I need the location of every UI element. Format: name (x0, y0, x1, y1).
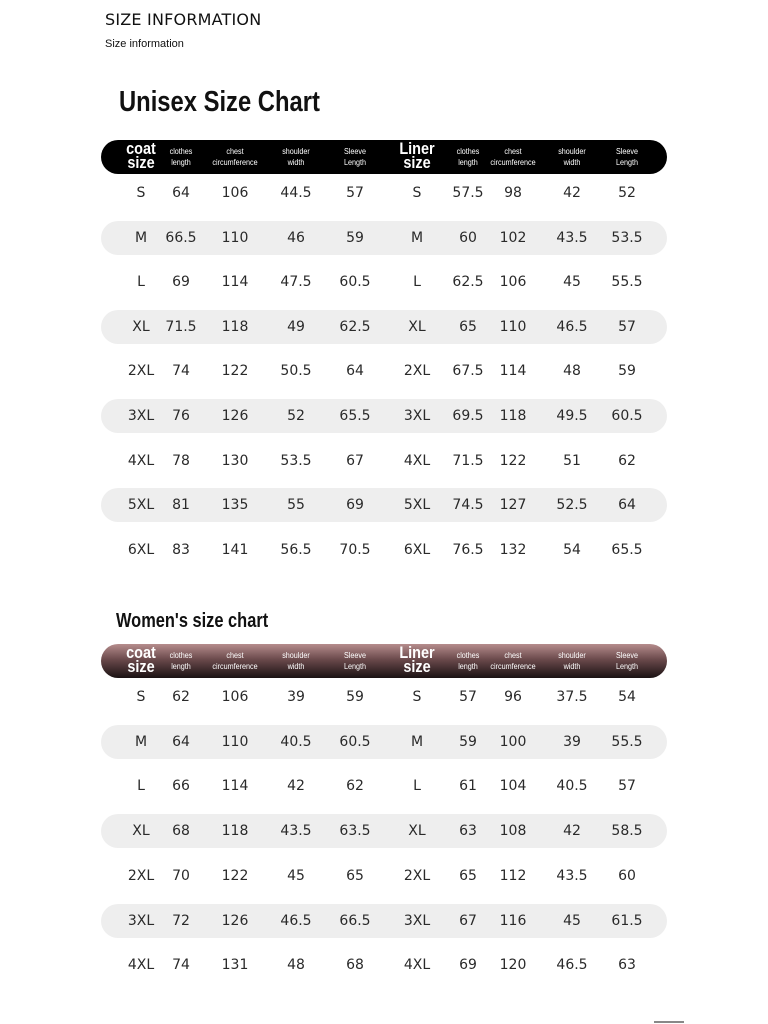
header-sleeve-text (616, 650, 638, 672)
table-row (101, 265, 667, 299)
measurement-cell: 57.5 (452, 185, 484, 201)
size-label: 2XL (403, 363, 431, 380)
measurement-cell: 68 (346, 957, 364, 974)
measurement-cell: 127 (499, 497, 527, 514)
measurement-cell: 45 (287, 867, 305, 884)
header-shoulder-text (282, 146, 310, 168)
header-chest-line: chest (226, 147, 244, 156)
size-label: S (136, 185, 146, 201)
measurement-cell: 55.5 (611, 274, 643, 291)
measurement-cell: 65 (459, 867, 477, 884)
header-chest (210, 140, 260, 174)
header-shoulder-line: width (287, 662, 305, 671)
measurement-cell: 106 (221, 689, 249, 705)
header-shoulder-line: shoulder (558, 147, 586, 156)
measurement-cell: 42 (563, 823, 581, 840)
size-label: 3XL (127, 912, 155, 929)
table-row (101, 725, 667, 759)
header-clothes-line: clothes (456, 147, 480, 156)
header-shoulder-line: width (563, 158, 581, 167)
measurement-cell: 69 (346, 497, 364, 514)
measurement-cell: 57 (618, 778, 636, 795)
header-sleeve-line: Length (615, 158, 639, 167)
measurement-cell: 40.5 (556, 778, 588, 795)
header-sleeve-line: Length (343, 158, 367, 167)
measurement-cell: 76 (172, 408, 190, 424)
header-clothes-text (170, 146, 193, 168)
header-shoulder-line: shoulder (282, 147, 310, 156)
measurement-cell: 118 (221, 823, 249, 840)
size-label: 4XL (127, 452, 155, 469)
header-chest (488, 644, 538, 678)
header-shoulder-line: width (287, 158, 305, 167)
measurement-cell: 126 (221, 408, 249, 424)
header-chest (488, 140, 538, 174)
measurement-cell: 66.5 (165, 229, 197, 246)
measurement-cell: 122 (221, 867, 249, 884)
measurement-cell: 81 (172, 497, 190, 514)
measurement-cell: 106 (499, 274, 527, 291)
header-chest-line: chest (504, 147, 522, 156)
header-sleeve-line: Sleeve (343, 651, 367, 660)
size-label: 3XL (403, 912, 431, 929)
measurement-cell: 67.5 (452, 363, 484, 380)
measurement-cell: 46 (287, 229, 305, 246)
measurement-cell: 130 (221, 452, 249, 469)
header-sleeve-text (344, 146, 366, 168)
header-coat-size-line: size (127, 153, 155, 172)
header-liner-size-line: size (403, 657, 431, 676)
table-row (101, 680, 667, 714)
table-row (101, 859, 667, 893)
header-sleeve (615, 644, 639, 678)
table-row (101, 354, 667, 388)
measurement-cell: 47.5 (280, 274, 312, 291)
size-label: M (134, 733, 148, 750)
size-label: S (412, 185, 422, 201)
measurement-cell: 64 (346, 363, 364, 380)
measurement-cell: 44.5 (280, 185, 312, 201)
measurement-cell: 62 (172, 689, 190, 705)
measurement-cell: 46.5 (556, 318, 588, 335)
header-clothes-line: length (458, 158, 478, 167)
header-sleeve-line: Sleeve (615, 147, 639, 156)
measurement-cell: 112 (499, 867, 527, 884)
size-label: 5XL (127, 497, 155, 514)
measurement-cell: 71.5 (452, 452, 484, 469)
measurement-cell: 131 (221, 957, 249, 974)
measurement-cell: 52 (287, 408, 305, 424)
measurement-cell: 62.5 (339, 318, 371, 335)
size-label: L (413, 274, 421, 291)
measurement-cell: 43.5 (556, 867, 588, 884)
header-clothes-line: length (458, 662, 478, 671)
measurement-cell: 57 (459, 689, 477, 705)
header-coat-size-line: size (127, 657, 155, 676)
header-sleeve (615, 140, 639, 174)
measurement-cell: 110 (499, 318, 527, 335)
header-shoulder-line: shoulder (282, 651, 310, 660)
header-sleeve (343, 644, 367, 678)
measurement-cell: 64 (618, 497, 636, 514)
measurement-cell: 83 (172, 541, 190, 558)
measurement-cell: 59 (346, 229, 364, 246)
size-label: 5XL (403, 497, 431, 514)
measurement-cell: 132 (499, 541, 527, 558)
measurement-cell: 69.5 (452, 408, 484, 424)
header-clothes-line: clothes (169, 651, 193, 660)
measurement-cell: 114 (499, 363, 527, 380)
measurement-cell: 135 (221, 497, 249, 514)
header-sleeve-text (616, 146, 638, 168)
header-liner-size-line: Liner (399, 643, 435, 662)
measurement-cell: 45 (563, 274, 581, 291)
measurement-cell: 71.5 (165, 318, 197, 335)
size-label: 6XL (403, 541, 431, 558)
measurement-cell: 39 (287, 689, 305, 705)
measurement-cell: 110 (221, 733, 249, 750)
header-shoulder (281, 140, 312, 174)
size-label: L (413, 778, 421, 795)
header-shoulder-text (558, 146, 586, 168)
measurement-cell: 53.5 (280, 452, 312, 469)
measurement-cell: 40.5 (280, 733, 312, 750)
measurement-cell: 122 (499, 452, 527, 469)
measurement-cell: 60 (459, 229, 477, 246)
header-clothes (455, 644, 480, 678)
header-clothes (455, 140, 480, 174)
size-label: XL (408, 318, 426, 335)
measurement-cell: 50.5 (280, 363, 312, 380)
header-chest-line: circumference (212, 158, 258, 167)
measurement-cell: 108 (499, 823, 527, 840)
measurement-cell: 46.5 (556, 957, 588, 974)
measurement-cell: 67 (346, 452, 364, 469)
measurement-cell: 62.5 (452, 274, 484, 291)
size-label: XL (132, 318, 150, 335)
measurement-cell: 120 (499, 957, 527, 974)
measurement-cell: 106 (221, 185, 249, 201)
header-clothes (168, 644, 193, 678)
table-row (101, 948, 667, 982)
size-label: M (410, 229, 424, 246)
measurement-cell: 74.5 (452, 497, 484, 514)
measurement-cell: 141 (221, 541, 249, 558)
measurement-cell: 61.5 (611, 912, 643, 929)
measurement-cell: 37.5 (556, 689, 588, 705)
header-shoulder (557, 644, 588, 678)
measurement-cell: 46.5 (280, 912, 312, 929)
header-clothes-text (170, 650, 193, 672)
measurement-cell: 62 (346, 778, 364, 795)
header-sleeve-text (344, 650, 366, 672)
measurement-cell: 72 (172, 912, 190, 929)
measurement-cell: 98 (504, 185, 522, 201)
measurement-cell: 60.5 (611, 408, 643, 424)
measurement-cell: 122 (221, 363, 249, 380)
measurement-cell: 52 (618, 185, 636, 201)
header-liner-size-line: size (403, 153, 431, 172)
header-liner-size-text (399, 643, 435, 676)
table-header (101, 140, 667, 174)
header-chest (210, 644, 260, 678)
header-coat-size (124, 140, 159, 174)
measurement-cell: 76.5 (452, 541, 484, 558)
header-chest-text (490, 146, 535, 168)
measurement-cell: 104 (499, 778, 527, 795)
size-label: 2XL (127, 363, 155, 380)
header-shoulder-line: width (563, 662, 581, 671)
measurement-cell: 64 (172, 185, 190, 201)
measurement-cell: 43.5 (280, 823, 312, 840)
header-shoulder-line: shoulder (558, 651, 586, 660)
measurement-cell: 59 (459, 733, 477, 750)
measurement-cell: 60.5 (339, 274, 371, 291)
measurement-cell: 65 (459, 318, 477, 335)
measurement-cell: 118 (499, 408, 527, 424)
measurement-cell: 52.5 (556, 497, 588, 514)
size-label: 2XL (403, 867, 431, 884)
header-clothes-text (457, 650, 480, 672)
header-shoulder-text (282, 650, 310, 672)
size-label: 4XL (403, 957, 431, 974)
size-label: L (137, 778, 145, 795)
header-chest-line: circumference (490, 158, 536, 167)
header-coat-size (124, 644, 159, 678)
page-title: SIZE INFORMATION (105, 10, 262, 29)
measurement-cell: 55.5 (611, 733, 643, 750)
measurement-cell: 55 (287, 497, 305, 514)
chart-title: Unisex Size Chart (119, 86, 320, 118)
measurement-cell: 65 (346, 867, 364, 884)
table-row (101, 399, 667, 433)
measurement-cell: 65.5 (339, 408, 371, 424)
header-sleeve-line: Sleeve (343, 147, 367, 156)
header-sleeve-line: Length (343, 662, 367, 671)
measurement-cell: 102 (499, 229, 527, 246)
measurement-cell: 65.5 (611, 541, 643, 558)
table-row (101, 444, 667, 478)
header-chest-line: chest (226, 651, 244, 660)
header-sleeve-line: Length (615, 662, 639, 671)
measurement-cell: 69 (459, 957, 477, 974)
header-chest-line: circumference (212, 662, 258, 671)
header-chest-line: chest (504, 651, 522, 660)
measurement-cell: 78 (172, 452, 190, 469)
measurement-cell: 57 (618, 318, 636, 335)
measurement-cell: 70 (172, 867, 190, 884)
measurement-cell: 74 (172, 957, 190, 974)
measurement-cell: 60 (618, 867, 636, 884)
measurement-cell: 54 (563, 541, 581, 558)
measurement-cell: 48 (287, 957, 305, 974)
header-clothes-line: length (171, 662, 191, 671)
header-clothes-line: clothes (169, 147, 193, 156)
header-coat-size-line: coat (126, 643, 156, 662)
header-clothes-line: clothes (456, 651, 480, 660)
header-shoulder (557, 140, 588, 174)
table-row (101, 221, 667, 255)
measurement-cell: 59 (346, 689, 364, 705)
measurement-cell: 43.5 (556, 229, 588, 246)
header-coat-size-text (126, 139, 156, 172)
size-label: 4XL (403, 452, 431, 469)
page-subtitle: Size information (105, 38, 184, 50)
size-label: XL (132, 823, 150, 840)
size-label: 4XL (127, 957, 155, 974)
header-chest-line: circumference (490, 662, 536, 671)
measurement-cell: 42 (563, 185, 581, 201)
measurement-cell: 53.5 (611, 229, 643, 246)
measurement-cell: 62 (618, 452, 636, 469)
measurement-cell: 63.5 (339, 823, 371, 840)
size-label: S (412, 689, 422, 705)
divider (654, 1021, 684, 1023)
measurement-cell: 49.5 (556, 408, 588, 424)
measurement-cell: 126 (221, 912, 249, 929)
measurement-cell: 96 (504, 689, 522, 705)
header-clothes (168, 140, 193, 174)
size-label: S (136, 689, 146, 705)
size-label: M (410, 733, 424, 750)
table-header (101, 644, 667, 678)
header-chest-text (212, 146, 257, 168)
measurement-cell: 63 (459, 823, 477, 840)
table-row (101, 904, 667, 938)
header-sleeve-line: Sleeve (615, 651, 639, 660)
header-liner-size (396, 644, 438, 678)
measurement-cell: 42 (287, 778, 305, 795)
header-shoulder (281, 644, 312, 678)
header-clothes-line: length (171, 158, 191, 167)
header-liner-size-line: Liner (399, 139, 435, 158)
header-clothes-text (457, 146, 480, 168)
measurement-cell: 67 (459, 912, 477, 929)
table-row (101, 176, 667, 210)
header-chest-text (490, 650, 535, 672)
measurement-cell: 70.5 (339, 541, 371, 558)
measurement-cell: 114 (221, 274, 249, 291)
page-header (105, 10, 261, 50)
header-liner-size-text (399, 139, 435, 172)
measurement-cell: 39 (563, 733, 581, 750)
measurement-cell: 118 (221, 318, 249, 335)
size-label: 3XL (127, 408, 155, 424)
measurement-cell: 61 (459, 778, 477, 795)
measurement-cell: 49 (287, 318, 305, 335)
header-sleeve (343, 140, 367, 174)
header-shoulder-text (558, 650, 586, 672)
measurement-cell: 100 (499, 733, 527, 750)
measurement-cell: 54 (618, 689, 636, 705)
size-label: L (137, 274, 145, 291)
measurement-cell: 66.5 (339, 912, 371, 929)
measurement-cell: 58.5 (611, 823, 643, 840)
table-row (101, 769, 667, 803)
size-label: M (134, 229, 148, 246)
size-label: XL (408, 823, 426, 840)
measurement-cell: 116 (499, 912, 527, 929)
measurement-cell: 114 (221, 778, 249, 795)
measurement-cell: 68 (172, 823, 190, 840)
measurement-cell: 69 (172, 274, 190, 291)
header-liner-size (396, 140, 438, 174)
measurement-cell: 74 (172, 363, 190, 380)
header-chest-text (212, 650, 257, 672)
header-coat-size-text (126, 643, 156, 676)
table-row (101, 814, 667, 848)
measurement-cell: 66 (172, 778, 190, 795)
size-label: 2XL (127, 867, 155, 884)
header-coat-size-line: coat (126, 139, 156, 158)
measurement-cell: 59 (618, 363, 636, 380)
table-row (101, 488, 667, 522)
measurement-cell: 56.5 (280, 541, 312, 558)
measurement-cell: 57 (346, 185, 364, 201)
measurement-cell: 51 (563, 452, 581, 469)
measurement-cell: 48 (563, 363, 581, 380)
size-label: 6XL (127, 541, 155, 558)
measurement-cell: 64 (172, 733, 190, 750)
measurement-cell: 45 (563, 912, 581, 929)
size-label: 3XL (403, 408, 431, 424)
table-row (101, 533, 667, 567)
measurement-cell: 110 (221, 229, 249, 246)
chart-title: Women's size chart (116, 610, 269, 632)
measurement-cell: 60.5 (339, 733, 371, 750)
measurement-cell: 63 (618, 957, 636, 974)
table-row (101, 310, 667, 344)
